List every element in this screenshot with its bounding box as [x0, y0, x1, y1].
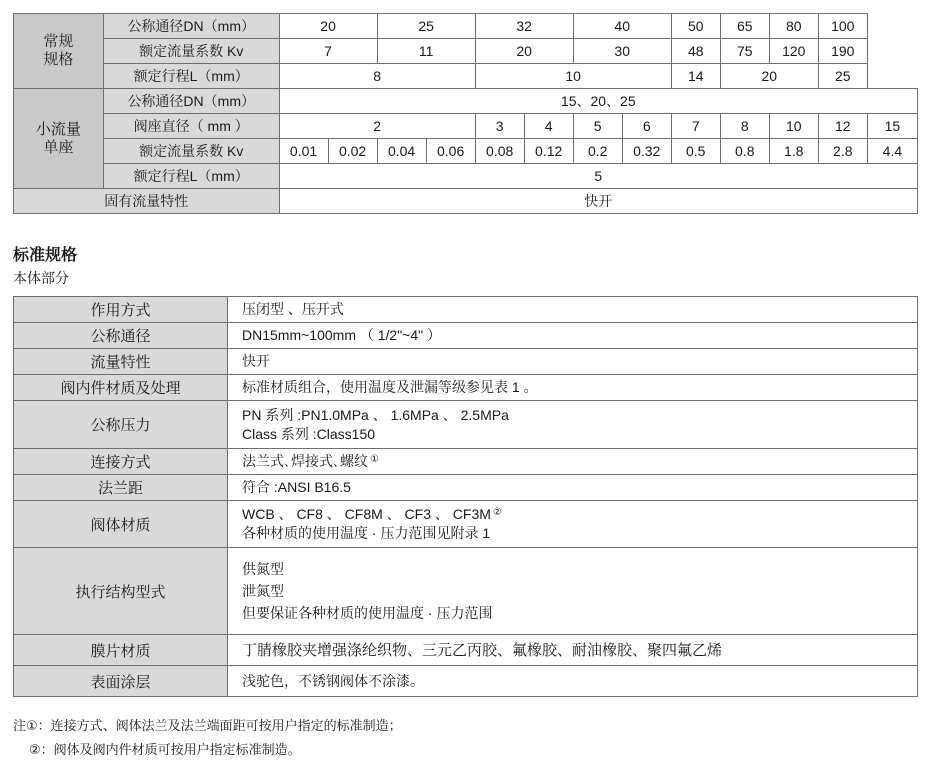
body-row: [14, 475, 918, 501]
row-label: 连接方式: [14, 449, 228, 475]
small-kv-cell: 0.04: [377, 139, 426, 164]
small-kv-cell: 0.8: [720, 139, 769, 164]
body-row: [14, 323, 918, 349]
row-label: 阀内件材质及处理: [14, 375, 228, 401]
row-value-line: 丁腈橡胶夹增强涤纶织物、三元乙丙胶、氟橡胶、耐油橡胶、聚四氟乙烯: [242, 641, 723, 659]
small-seat-cell: 10: [769, 114, 818, 139]
row-value-line: 泄氮型: [242, 583, 284, 599]
regular-stroke-cell: 10: [475, 64, 671, 89]
body-row: [14, 297, 918, 323]
body-row: [14, 666, 918, 697]
row-value-line: 标准材质组合，使用温度及泄漏等级参见表 1 。: [242, 379, 538, 395]
small-seat-cell: 4: [524, 114, 573, 139]
row-value-line: 浅驼色，不锈钢阀体不涂漆。: [242, 672, 424, 689]
row-value-line: WCB 、 CF8 、 CF8M 、 CF3 、 CF3M: [242, 506, 491, 522]
body-row: [14, 501, 918, 548]
body-row: [14, 349, 918, 375]
regular-dn-cell: 80: [769, 14, 818, 39]
small-seat-label: 阀座直径（ mm ）: [103, 114, 279, 139]
small-kv-cell: 1.8: [769, 139, 818, 164]
small-dn-row: [14, 89, 918, 114]
row-value-line: PN 系列 :PN1.0MPa 、 1.6MPa 、 2.5MPa: [242, 406, 509, 423]
regular-stroke-label: 额定行程L（mm）: [103, 64, 279, 89]
small-stroke-row: [14, 164, 918, 189]
small-seat-row: [14, 114, 918, 139]
body-spec-table: [13, 296, 918, 697]
section-title: 标准规格: [13, 247, 78, 264]
small-kv-label: 额定流量系数 Kv: [103, 139, 279, 164]
inherent-row: [14, 189, 918, 214]
regular-dn-label: 公称通径DN（mm）: [103, 14, 279, 39]
regular-kv-cell: 75: [720, 39, 769, 64]
regular-dn-cell: 65: [720, 14, 769, 39]
small-seat-cell: 12: [818, 114, 867, 139]
regular-kv-label: 额定流量系数 Kv: [103, 39, 279, 64]
small-kv-cell: 0.02: [328, 139, 377, 164]
body-row: [14, 375, 918, 401]
small-kv-row: [14, 139, 918, 164]
regular-dn-cell: 25: [377, 14, 475, 39]
small-kv-cell: 2.8: [818, 139, 867, 164]
regular-kv-cell: 30: [573, 39, 671, 64]
small-stroke-label: 额定行程L（mm）: [103, 164, 279, 189]
small-seat-cell: 5: [573, 114, 622, 139]
regular-dn-cell: 20: [279, 14, 377, 39]
regular-dn-cell: 100: [818, 14, 867, 39]
row-label: 膜片材质: [14, 635, 228, 666]
small-kv-cell: 4.4: [867, 139, 917, 164]
footnote-marker: ①: [370, 454, 379, 465]
body-row: [14, 449, 918, 475]
row-label: 法兰距: [14, 475, 228, 501]
small-kv-cell: 0.06: [426, 139, 475, 164]
regular-kv-cell: 7: [279, 39, 377, 64]
small-kv-cell: 0.5: [671, 139, 720, 164]
regular-stroke-cell: 20: [720, 64, 818, 89]
small-seat-cell: 15: [867, 114, 917, 139]
regular-kv-cell: 48: [671, 39, 720, 64]
small-dn-cell: 15、20、25: [279, 89, 917, 114]
small-seat-cell: 8: [720, 114, 769, 139]
regular-stroke-cell: 8: [279, 64, 475, 89]
footnotes: [13, 714, 402, 762]
row-label: 流量特性: [14, 349, 228, 375]
small-kv-cell: 0.12: [524, 139, 573, 164]
row-label: 作用方式: [14, 297, 228, 323]
row-value-line: 符合 :ANSI B16.5: [242, 479, 351, 495]
regular-kv-cell: 11: [377, 39, 475, 64]
small-stroke-cell: 5: [279, 164, 917, 189]
regular-dn-cell: 32: [475, 14, 573, 39]
inherent-label: 固有流量特性: [14, 189, 280, 214]
row-value-line: DN15mm~100mm （ 1/2"~4" ）: [242, 327, 442, 343]
small-dn-label: 公称通径DN（mm）: [103, 89, 279, 114]
inherent-cell: 快开: [279, 189, 917, 214]
footnote-marker: ②: [492, 507, 502, 518]
body-row: [14, 401, 918, 449]
section-subtitle: 本体部分: [13, 270, 69, 286]
small-seat-cell: 7: [671, 114, 720, 139]
row-value-line: 各种材质的使用温度 · 压力范围见附录 1: [242, 525, 491, 541]
row-label: 公称压力: [14, 401, 228, 449]
row-value-line: 但要保证各种材质的使用温度 · 压力范围: [242, 605, 493, 621]
small-seat-cell: 6: [622, 114, 671, 139]
regular-kv-cell: 190: [818, 39, 867, 64]
regular-stroke-row: [14, 64, 918, 89]
regular-stroke-cell: 14: [671, 64, 720, 89]
small-seat-cell: 3: [475, 114, 524, 139]
body-row: [14, 548, 918, 635]
regular-dn-row: [14, 14, 918, 39]
row-label: 表面涂层: [14, 666, 228, 697]
row-value-line: 快开: [242, 353, 270, 369]
row-value-line: 法兰式､焊接式､螺纹: [242, 453, 368, 469]
small-kv-cell: 0.32: [622, 139, 671, 164]
row-label: 阀体材质: [14, 501, 228, 548]
regular-kv-row: [14, 39, 918, 64]
regular-dn-cell: 50: [671, 14, 720, 39]
body-row: [14, 635, 918, 666]
spec-table: [13, 13, 918, 214]
regular-dn-cell: 40: [573, 14, 671, 39]
footnote-2: ②：阀体及阀内件材质可按用户指定标准制造。: [29, 742, 301, 757]
small-kv-cell: 0.08: [475, 139, 524, 164]
small-kv-cell: 0.01: [279, 139, 328, 164]
row-label: 公称通径: [14, 323, 228, 349]
small-seat-cell: 2: [279, 114, 475, 139]
small-kv-cell: 0.2: [573, 139, 622, 164]
row-value-line: 压闭型 、压开式: [242, 301, 344, 317]
regular-stroke-cell: 25: [818, 64, 867, 89]
row-label: 执行结构型式: [14, 548, 228, 635]
regular-kv-cell: 120: [769, 39, 818, 64]
regular-group-label: 常规 规格: [14, 14, 104, 89]
row-value-line: 供氮型: [242, 561, 284, 577]
regular-kv-cell: 20: [475, 39, 573, 64]
footnote-1: 注①：连接方式、阀体法兰及法兰端面距可按用户指定的标准制造；: [13, 718, 402, 733]
small-flow-group-label: 小流量 单座: [14, 89, 104, 189]
row-value-line: Class 系列 :Class150: [242, 425, 376, 442]
